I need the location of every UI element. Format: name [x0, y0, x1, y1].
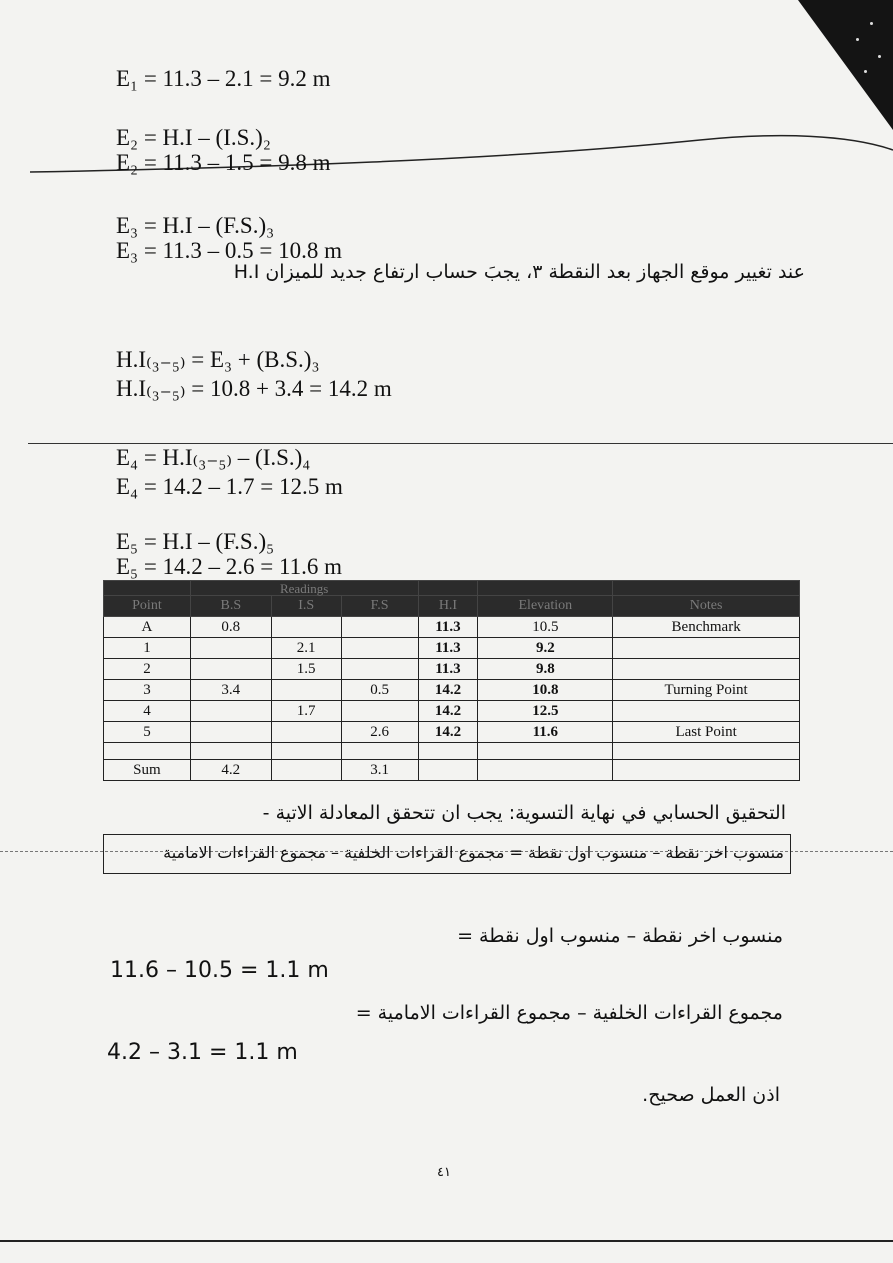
cell-elevation [478, 760, 613, 781]
check-equation: منسوب اخر نقطة – منسوب اول نقطة = مجموع القراءات الخلفية – مجموع القراءات الامامية [163, 843, 784, 862]
table-header-top-cell [613, 581, 800, 596]
cell-notes: Last Point [613, 722, 800, 743]
cell-bs-sum: 4.2 [190, 760, 271, 781]
equation-e2-value: E₂ = 11.3 – 1.5 = 9.8 m [116, 150, 331, 175]
cell-point: 5 [104, 722, 191, 743]
elevation-difference-value: 11.6 – 10.5 = 1.1 m [110, 958, 329, 983]
equation-e4-value: E₄ = 14.2 – 1.7 = 12.5 m [116, 474, 343, 499]
table-row [104, 659, 800, 680]
cell-is [271, 680, 341, 701]
table-row [104, 638, 800, 659]
table-row-blank [104, 743, 800, 760]
table-row [104, 680, 800, 701]
check-intro: التحقيق الحسابي في نهاية التسوية: يجب ان تتحقق المعادلة الاتية - [262, 802, 786, 824]
cell-point: A [104, 617, 191, 638]
table-header-bs: B.S [190, 596, 271, 617]
table-header-is: I.S [271, 596, 341, 617]
cell-is [271, 617, 341, 638]
cell-elevation: 12.5 [478, 701, 613, 722]
cell-fs-sum: 3.1 [341, 760, 418, 781]
instrument-change-note: عند تغيير موقع الجهاز بعد النقطة ٣، يجبَ حساب ارتفاع جديد للميزان H.I [233, 261, 805, 283]
cell-elevation: 10.5 [478, 617, 613, 638]
cell-bs [190, 701, 271, 722]
cell-notes: Benchmark [613, 617, 800, 638]
cell-hi: 11.3 [418, 617, 478, 638]
cell-bs [190, 722, 271, 743]
cell-fs [341, 617, 418, 638]
cell-hi: 14.2 [418, 722, 478, 743]
cell-empty [341, 743, 418, 760]
cell-is: 1.5 [271, 659, 341, 680]
cell-point: 2 [104, 659, 191, 680]
cell-bs [190, 638, 271, 659]
table-header-top-cell [104, 581, 191, 596]
table-header-top-cell [478, 581, 613, 596]
cell-hi: 11.3 [418, 638, 478, 659]
equation-e2-formula: E₂ = H.I – (I.S.)₂ [116, 125, 271, 150]
readings-difference-value: 4.2 – 3.1 = 1.1 m [107, 1040, 298, 1065]
table-header-row [104, 596, 800, 617]
cell-elevation: 9.2 [478, 638, 613, 659]
cell-empty [418, 743, 478, 760]
cell-elevation: 10.8 [478, 680, 613, 701]
cell-elevation: 9.8 [478, 659, 613, 680]
page-bottom-edge [0, 1240, 893, 1242]
readings-difference-label: مجموع القراءات الخلفية – مجموع القراءات الامامية = [355, 1002, 783, 1024]
table-header-point: Point [104, 596, 191, 617]
cell-notes [613, 659, 800, 680]
cell-is [271, 722, 341, 743]
cell-empty [478, 743, 613, 760]
cell-point: 1 [104, 638, 191, 659]
table-row [104, 617, 800, 638]
cell-empty [104, 743, 191, 760]
cell-notes [613, 760, 800, 781]
cell-hi [418, 760, 478, 781]
table-header-row-top [104, 581, 800, 596]
cell-notes [613, 638, 800, 659]
check-equation-box [103, 834, 791, 874]
table-row [104, 722, 800, 743]
cell-point: Sum [104, 760, 191, 781]
equation-e4-formula: E₄ = H.I₍₃₋₅₎ – (I.S.)₄ [116, 445, 311, 470]
cell-empty [613, 743, 800, 760]
equation-e3-value: E₃ = 11.3 – 0.5 = 10.8 m [116, 238, 343, 263]
equation-e1: E₁ = 11.3 – 2.1 = 9.2 m [116, 66, 331, 91]
cell-notes: Turning Point [613, 680, 800, 701]
cell-is: 1.7 [271, 701, 341, 722]
elevation-difference-label: منسوب اخر نقطة – منسوب اول نقطة = [457, 925, 783, 947]
equation-e5-value: E₅ = 14.2 – 2.6 = 11.6 m [116, 554, 343, 579]
cell-fs [341, 659, 418, 680]
cell-elevation: 11.6 [478, 722, 613, 743]
cell-fs [341, 701, 418, 722]
cell-empty [271, 743, 341, 760]
cell-fs: 2.6 [341, 722, 418, 743]
cell-bs: 3.4 [190, 680, 271, 701]
table-row [104, 701, 800, 722]
table-header-hi: H.I [418, 596, 478, 617]
cell-empty [190, 743, 271, 760]
cell-point: 3 [104, 680, 191, 701]
page-number: ٤١ [437, 1165, 451, 1180]
leveling-table [103, 580, 800, 781]
cell-is: 2.1 [271, 638, 341, 659]
table-row-sum [104, 760, 800, 781]
scan-horizontal-line [28, 443, 893, 444]
cell-hi: 14.2 [418, 701, 478, 722]
table-header-top-cell [418, 581, 478, 596]
equation-hi-value: H.I₍₃₋₅₎ = 10.8 + 3.4 = 14.2 m [116, 376, 392, 401]
equation-hi-formula: H.I₍₃₋₅₎ = E₃ + (B.S.)₃ [116, 347, 320, 372]
cell-is [271, 760, 341, 781]
table-header-elevation: Elevation [478, 596, 613, 617]
table-header-readings: Readings [190, 581, 418, 596]
cell-fs [341, 638, 418, 659]
conclusion-text: اذن العمل صحيح. [642, 1084, 780, 1106]
table-header-notes: Notes [613, 596, 800, 617]
cell-fs: 0.5 [341, 680, 418, 701]
cell-hi: 11.3 [418, 659, 478, 680]
cell-notes [613, 701, 800, 722]
cell-bs [190, 659, 271, 680]
table-header-fs: F.S [341, 596, 418, 617]
equation-e3-formula: E₃ = H.I – (F.S.)₃ [116, 213, 275, 238]
cell-hi: 14.2 [418, 680, 478, 701]
equation-e5-formula: E₅ = H.I – (F.S.)₅ [116, 529, 275, 554]
cell-point: 4 [104, 701, 191, 722]
cell-bs: 0.8 [190, 617, 271, 638]
